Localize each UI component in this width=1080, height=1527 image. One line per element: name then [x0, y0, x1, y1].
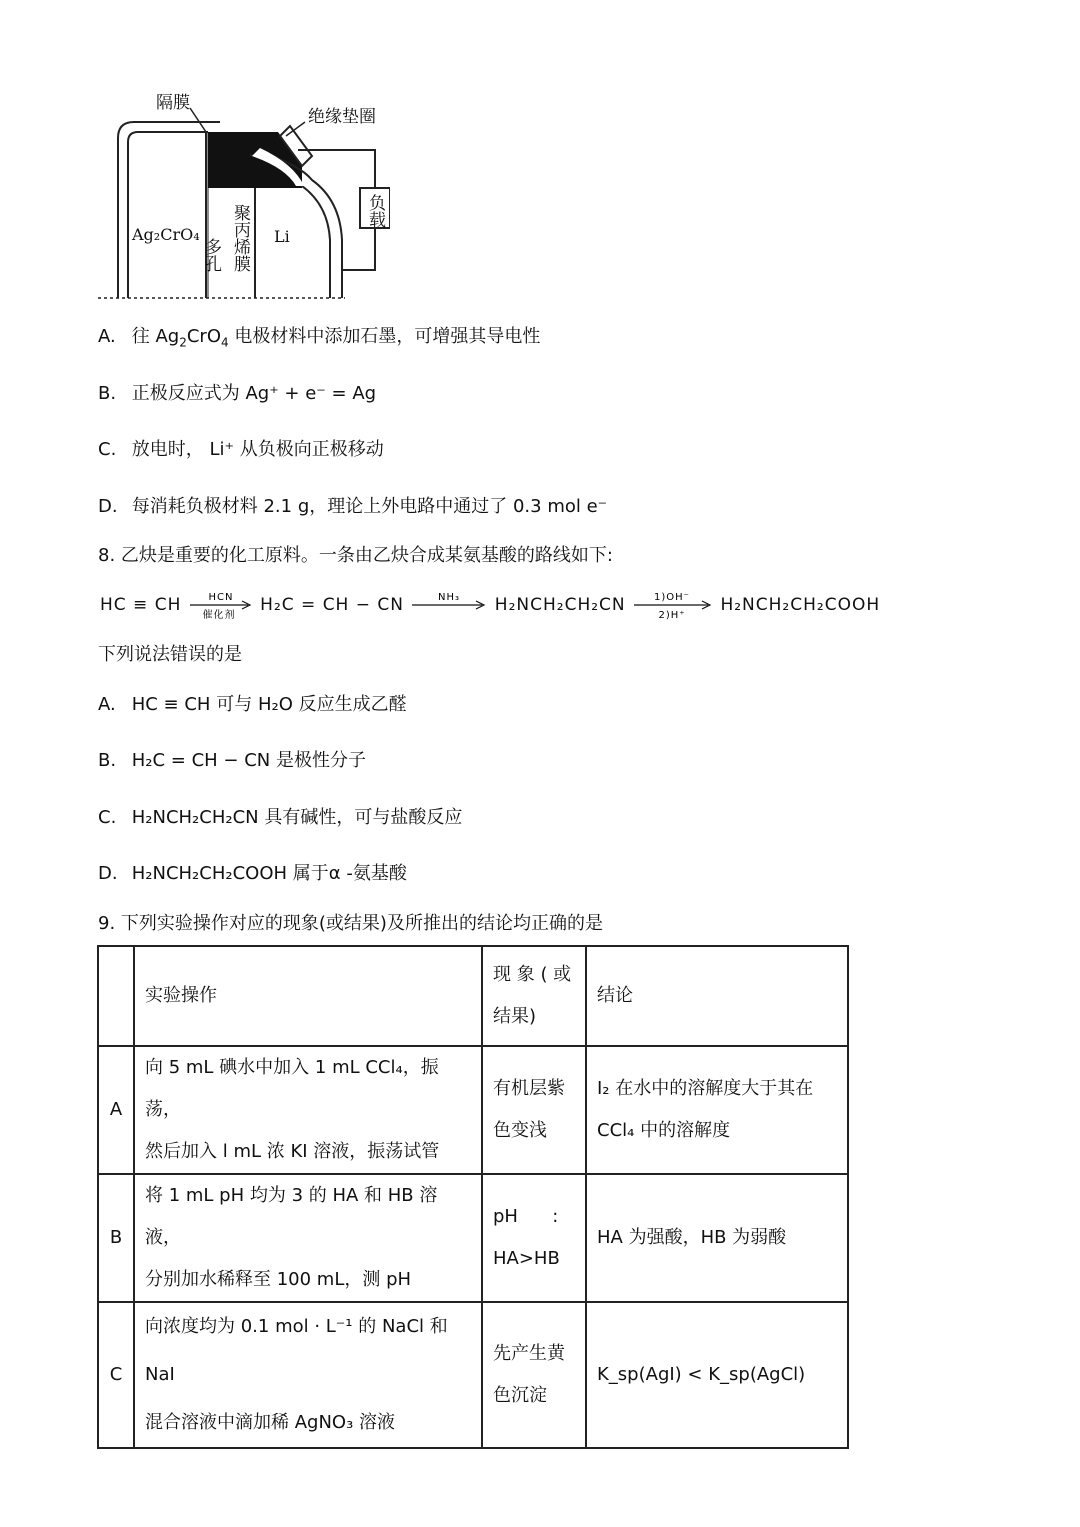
membrane-label-a: 多孔 [201, 238, 221, 272]
q8-reaction [100, 588, 880, 622]
svg-text:1)OH⁻: 1)OH⁻ [654, 592, 691, 603]
cell-shell-inner [128, 132, 208, 298]
row-conclusion: I₂ 在水中的溶解度大于其在 CCl₄ 中的溶解度 [586, 1046, 848, 1174]
row-operation: 向 5 mL 碘水中加入 1 mL CCl₄，振荡， 然后加入 l mL 浓 KI 溶液，振荡试管 [134, 1046, 482, 1174]
reactant-acetylene: HC ≡ CH [100, 595, 182, 615]
q7-option-d[interactable]: D. 每消耗负极材料 2.1 g，理论上外电路中通过了 0.3 mol e⁻ [98, 496, 608, 517]
q8-option-b[interactable]: B. H₂C = CH − CN 是极性分子 [98, 750, 366, 771]
q9-stem: 9. 下列实验操作对应的现象(或结果)及所推出的结论均正确的是 [98, 913, 603, 934]
row-operation: 向浓度均为 0.1 mol · L⁻¹ 的 NaCl 和 NaI 混合溶液中滴加稀 AgNO₃ 溶液 [134, 1302, 482, 1448]
q7-option-c[interactable]: C. 放电时， Li⁺ 从负极向正极移动 [98, 439, 384, 460]
svg-text:催化剂: 催化剂 [202, 610, 236, 621]
header-operation: 实验操作 [134, 946, 482, 1046]
q7-option-b[interactable]: B. 正极反应式为 Ag⁺ + e⁻ = Ag [98, 383, 377, 404]
load-label: 负载 [365, 194, 385, 228]
membrane-label-b: 聚丙烯膜 [230, 204, 250, 272]
cathode-label: Ag₂CrO₄ [132, 225, 200, 244]
svg-text:HCN: HCN [208, 592, 234, 603]
anode-label: Li [274, 227, 290, 246]
row-conclusion: HA 为强酸，HB 为弱酸 [586, 1174, 848, 1302]
arrow-3 [634, 588, 712, 622]
header-phenomenon: 现 象 ( 或 结果) [482, 946, 586, 1046]
q7-option-a[interactable]: A. 往 $Ag_2CrO_4$ 电极材料中添加石墨，可增强其导电性 [98, 326, 541, 350]
intermediate-acrylonitrile: H₂C = CH − CN [260, 595, 404, 615]
product-amino-acid: H₂NCH₂CH₂COOH [720, 595, 881, 615]
table-row [98, 1046, 848, 1174]
row-option-label: B [98, 1174, 134, 1302]
svg-text:2)H⁺: 2)H⁺ [658, 610, 686, 621]
row-option-label: C [98, 1302, 134, 1448]
row-operation: 将 1 mL pH 均为 3 的 HA 和 HB 溶液， 分别加水稀释至 100 mL，测 pH [134, 1174, 482, 1302]
row-phenomenon: pH : HA>HB [482, 1174, 586, 1302]
arrow-2 [412, 588, 486, 622]
row-phenomenon: 先产生黄 色沉淀 [482, 1302, 586, 1448]
header-option-cell [98, 946, 134, 1046]
q8-option-a[interactable]: A. HC ≡ CH 可与 H₂O 反应生成乙醛 [98, 694, 407, 715]
separator-label: 隔膜 [156, 93, 190, 113]
row-option-label: A [98, 1046, 134, 1174]
intermediate-aminonitrile: H₂NCH₂CH₂CN [494, 595, 626, 615]
q8-option-d[interactable]: D. H₂NCH₂CH₂COOH 属于α -氨基酸 [98, 863, 407, 884]
row-phenomenon: 有机层紫 色变浅 [482, 1046, 586, 1174]
table-header-row [98, 946, 848, 1046]
battery-diagram [90, 80, 390, 305]
arrow-1 [190, 588, 252, 622]
q8-ask: 下列说法错误的是 [98, 644, 242, 665]
q8-stem: 8. 乙炔是重要的化工原料。一条由乙炔合成某氨基酸的路线如下: [98, 545, 613, 566]
experiment-table [97, 945, 849, 1449]
svg-text:NH₃: NH₃ [438, 592, 461, 603]
gasket-label: 绝缘垫圈 [308, 107, 376, 127]
header-conclusion: 结论 [586, 946, 848, 1046]
table-row [98, 1174, 848, 1302]
row-conclusion: K_sp(AgI) < K_sp(AgCl) [586, 1302, 848, 1448]
q8-option-c[interactable]: C. H₂NCH₂CH₂CN 具有碱性，可与盐酸反应 [98, 807, 463, 828]
table-row [98, 1302, 848, 1448]
